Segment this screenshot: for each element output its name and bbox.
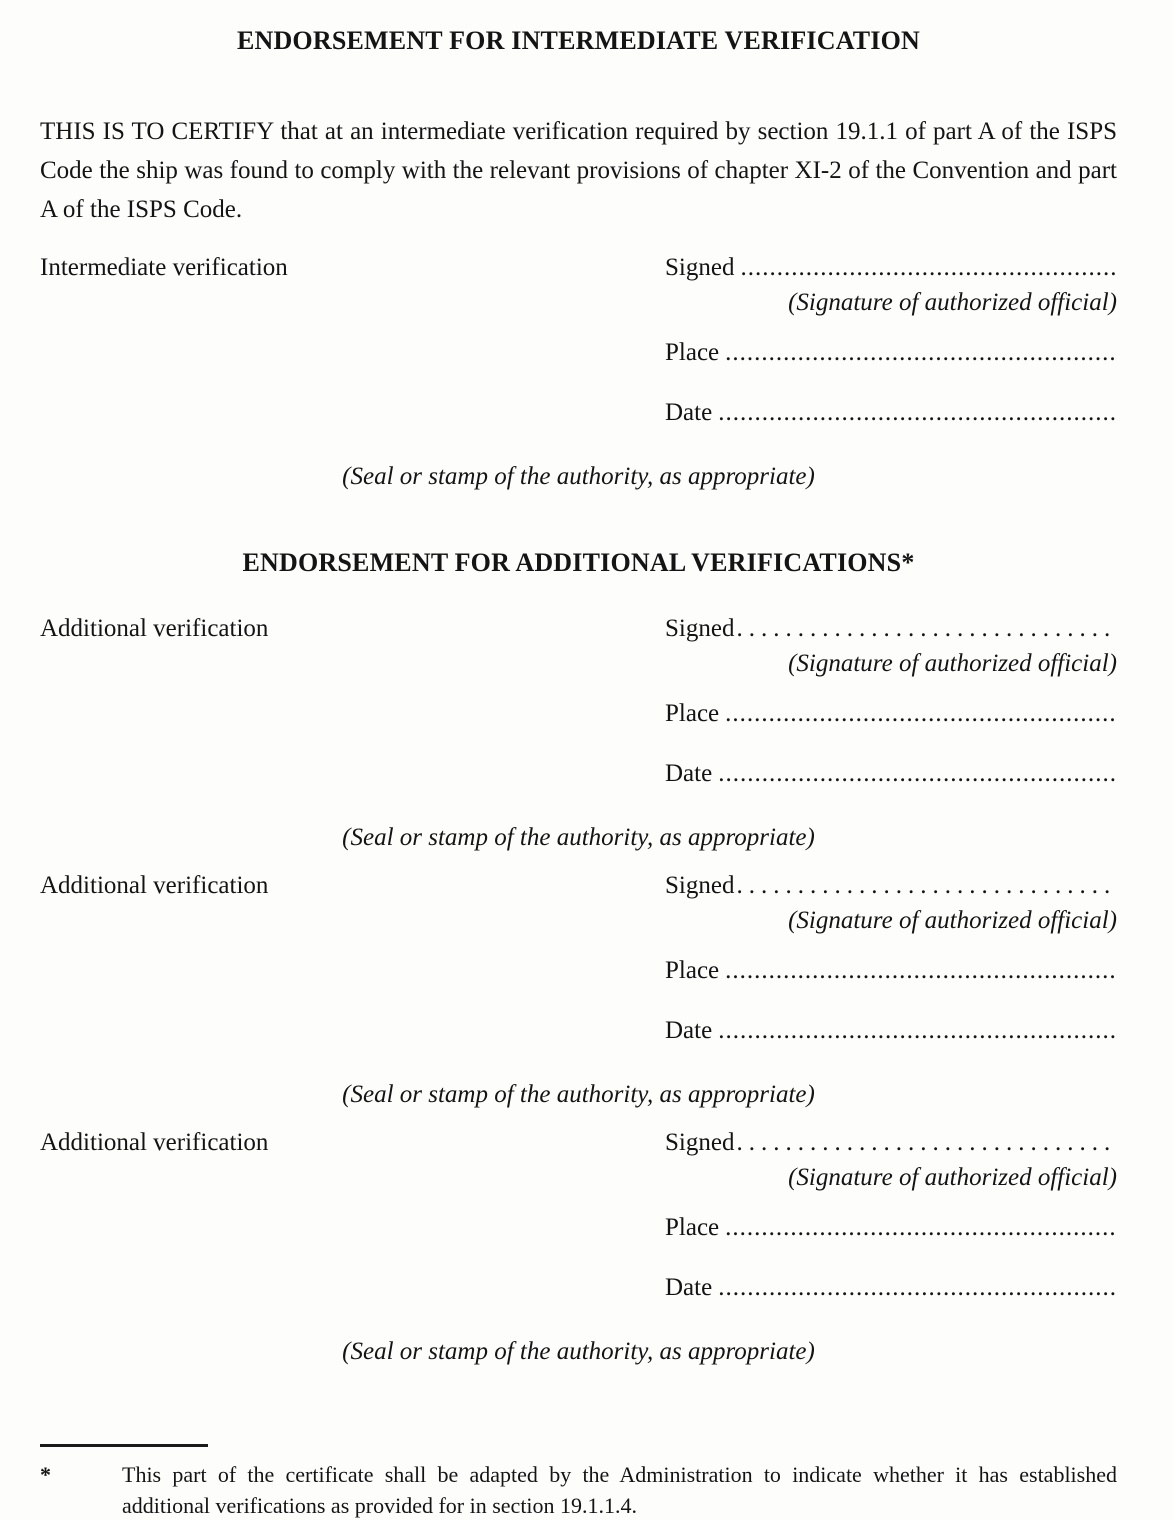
block-label: Additional verification: [40, 1129, 269, 1156]
additional-verification-block-1: [40, 614, 1117, 853]
footnote-rule: [40, 1444, 208, 1447]
signed-line: [665, 871, 1117, 901]
date-fill-line: [718, 759, 1117, 789]
signed-line: [665, 253, 1117, 283]
signed-fill-line: [740, 253, 1117, 283]
date-line: [665, 759, 1117, 789]
date-fill-line: [718, 1273, 1117, 1303]
block-label: Intermediate verification: [40, 254, 288, 281]
place-line: [665, 699, 1117, 729]
date-line: [665, 1016, 1117, 1046]
seal-note: (Seal or stamp of the authority, as appropriate): [342, 1338, 815, 1365]
footnote-text: This part of the certificate shall be adapted by the Administration to indicate whether it has established additional verifications as provided for in section 19.1.1.4.: [122, 1462, 1117, 1518]
date-line: [665, 1273, 1117, 1303]
intermediate-verification-block: [40, 253, 1117, 492]
place-line: [665, 956, 1117, 986]
seal-note: (Seal or stamp of the authority, as appropriate): [342, 824, 815, 851]
date-label: Date: [665, 1017, 713, 1044]
place-line: [665, 338, 1117, 368]
date-label: Date: [665, 399, 713, 426]
place-label: Place: [665, 700, 720, 727]
block-label: Additional verification: [40, 615, 269, 642]
signed-line: [665, 1128, 1117, 1158]
block-label: Additional verification: [40, 872, 269, 899]
footnote: [40, 1444, 1117, 1520]
place-fill-line: [725, 956, 1117, 986]
footnote-marker: *: [40, 1462, 51, 1487]
place-label: Place: [665, 339, 720, 366]
signature-note: (Signature of authorized official): [788, 907, 1117, 934]
signed-fill-line: [736, 871, 1117, 901]
place-label: Place: [665, 957, 720, 984]
signed-label: Signed: [665, 872, 735, 899]
certify-paragraph: THIS IS TO CERTIFY that at an intermediate verification required by section 19.1.1 of part A of the ISPS Code the ship was found to comply with the relevant provisions of chapter XI-2 of the Convention and part A of the ISPS Code.: [40, 118, 1117, 223]
signed-label: Signed: [665, 615, 735, 642]
place-line: [665, 1213, 1117, 1243]
place-fill-line: [725, 338, 1117, 368]
signed-label: Signed: [665, 254, 735, 281]
date-fill-line: [718, 1016, 1117, 1046]
signed-fill-line: [736, 1128, 1117, 1158]
seal-note: (Seal or stamp of the authority, as appropriate): [342, 463, 815, 490]
place-fill-line: [725, 699, 1117, 729]
signature-note: (Signature of authorized official): [788, 289, 1117, 316]
seal-note: (Seal or stamp of the authority, as appropriate): [342, 1081, 815, 1108]
place-label: Place: [665, 1214, 720, 1241]
signed-fill-line: [736, 614, 1117, 644]
date-line: [665, 398, 1117, 428]
additional-section-title: ENDORSEMENT FOR ADDITIONAL VERIFICATIONS*: [242, 548, 915, 577]
signature-note: (Signature of authorized official): [788, 1164, 1117, 1191]
date-label: Date: [665, 760, 713, 787]
place-fill-line: [725, 1213, 1117, 1243]
additional-verification-block-2: [40, 871, 1117, 1110]
date-fill-line: [718, 398, 1117, 428]
signature-note: (Signature of authorized official): [788, 650, 1117, 677]
intermediate-section-title: ENDORSEMENT FOR INTERMEDIATE VERIFICATION: [236, 26, 921, 55]
additional-verification-block-3: [40, 1128, 1117, 1367]
date-label: Date: [665, 1274, 713, 1301]
signed-label: Signed: [665, 1129, 735, 1156]
signed-line: [665, 614, 1117, 644]
